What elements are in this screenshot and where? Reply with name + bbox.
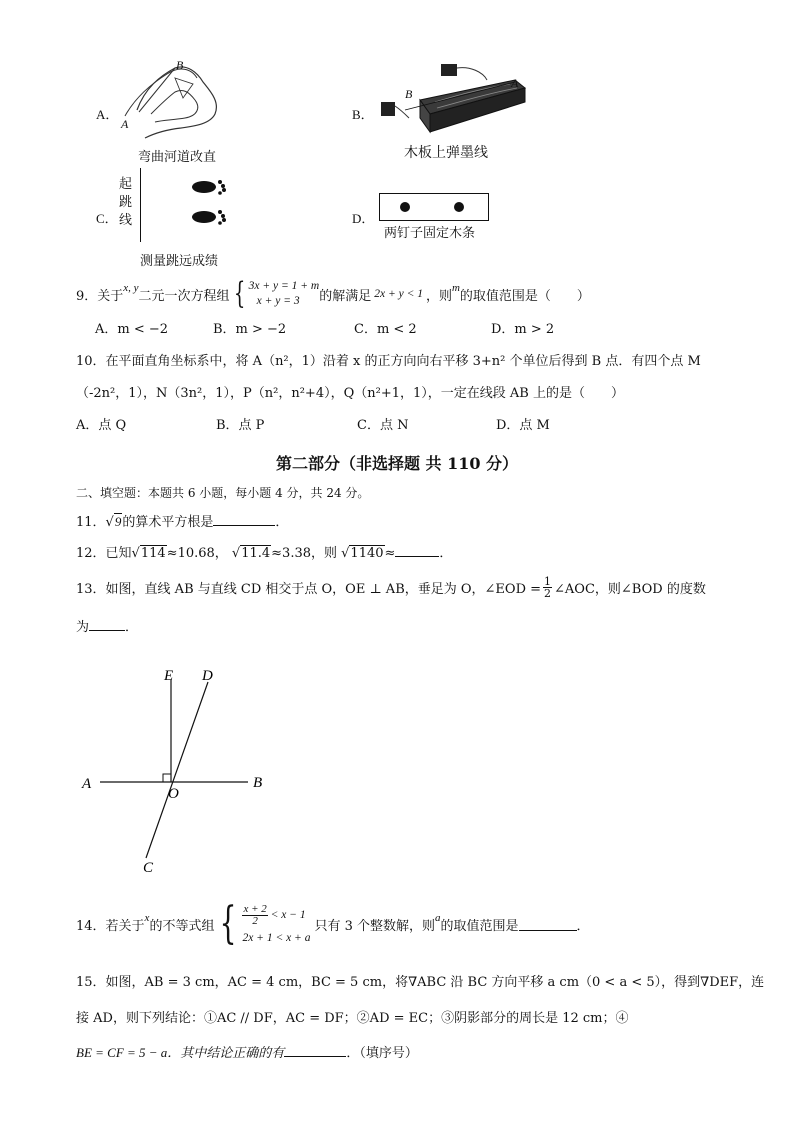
jump-start-line [140, 168, 141, 242]
wood-point-b: B [405, 87, 413, 101]
q13-answer-blank [89, 618, 125, 631]
q11-answer-blank [213, 513, 275, 526]
intersecting-lines-diagram [70, 660, 290, 880]
q10-option-b: B．点 P [216, 418, 265, 433]
jump-line-label: 起 跳 线 [119, 177, 133, 228]
option-d-label: D． [352, 211, 375, 226]
wood-strip [379, 193, 489, 221]
q10-option-c: C．点 N [357, 418, 409, 433]
question-15-line2: 接 AD，则下列结论：①AC // DF，AC = DF；②AD = EC；③阴影部分的周长是 12 cm；④ [76, 1011, 629, 1026]
line-cd [146, 682, 208, 858]
option-c-label: C． [96, 211, 118, 226]
nail-icon [400, 202, 410, 212]
q14-answer-blank [519, 918, 577, 931]
point-e: E [164, 668, 174, 684]
river-caption: 弯曲河道改直 [138, 150, 217, 165]
question-13-line1: 13．如图，直线 AB 与直线 CD 相交于点 O，OE ⊥ AB，垂足为 O，∠EOD = $\frac{1}{2}$ ∠AOC，则∠BOD 的度数 [76, 574, 706, 600]
q10-option-d: D．点 M [496, 418, 550, 433]
point-d: D [202, 668, 213, 684]
q9-option-c: C．m < 2 [354, 322, 417, 337]
point-a: A [82, 776, 92, 792]
point-c: C [143, 860, 154, 876]
question-12: 12．已知√114≈10.68， √11.4≈3.38，则 √1140≈ ． [76, 546, 453, 561]
question-9: 9．关于 x, y 二元一次方程组 { 3x + y = 1 + m x + y = 3 的解满足 2x + y < 1 ，则 m 的取值范围是（ ） [76, 276, 590, 311]
river-point-b: B [176, 58, 184, 72]
wood-point-a: A [511, 76, 519, 90]
q9-option-a: A．m < −2 [95, 322, 169, 337]
wood-caption: 木板上弹墨线 [404, 145, 488, 161]
nail-icon [454, 202, 464, 212]
part2-title: 第二部分（非选择题 共 110 分） [275, 454, 519, 473]
river-figure [115, 58, 225, 144]
river-point-a: A [121, 117, 129, 131]
q10-line1: 10．在平面直角坐标系中，将 A（n²，1）沿着 x 的正方向向右平移 3+n² 个单位后得到 B 点．有四个点 M [76, 354, 701, 369]
q10-option-a: A．点 Q [76, 418, 127, 433]
footprints-icon [190, 176, 234, 230]
q15-answer-blank [284, 1044, 346, 1057]
option-a-label: A． [96, 107, 119, 122]
q9-option-d: D．m > 2 [491, 322, 555, 337]
part2-intro: 二、填空题：本题共 6 小题，每小题 4 分，共 24 分。 [76, 486, 370, 500]
question-11: 11．√9的算术平方根是 ． [76, 514, 289, 530]
point-b: B [253, 775, 263, 791]
question-14: 14．若关于 x 的不等式组 { $\frac{x + 2}{2}$ < x − 1 2x + 1 < x + a 只有 3 个整数解，则 a 的取值范围是 ． [76, 898, 590, 949]
q10-line2: （-2n²，1），N（3n²，1），P（n²，n²+4），Q（n²+1，1），一定在线段 AB 上的是（ ） [76, 386, 624, 401]
q12-answer-blank [395, 544, 439, 557]
nails-caption: 两钉子固定木条 [384, 226, 476, 241]
question-15-line3: BE = CF = 5 − a．其中结论正确的有 ．（填序号） [76, 1045, 418, 1061]
option-b-label: B． [352, 107, 374, 122]
question-13-line2: 为 ． [76, 620, 139, 635]
q9-option-b: B．m > −2 [213, 322, 287, 337]
point-o: O [168, 786, 179, 802]
right-angle-mark [163, 774, 171, 782]
wood-board-figure [375, 62, 535, 142]
jump-caption: 测量跳远成绩 [140, 254, 219, 269]
question-15-line1: 15．如图，AB = 3 cm，AC = 4 cm，BC = 5 cm，将∇ABC 沿 BC 方向平移 a cm（0 < a < 5），得到∇DEF，连 [76, 975, 765, 990]
